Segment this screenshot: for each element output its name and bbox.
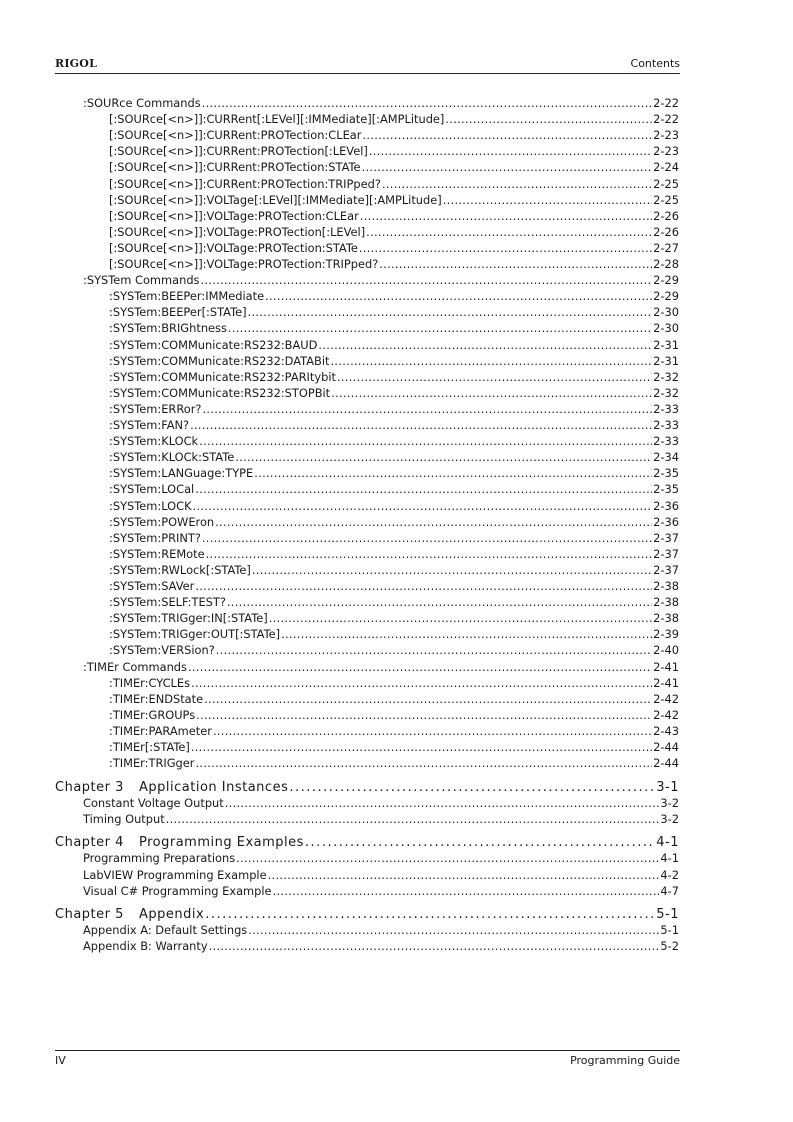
toc-page-number: 2-38: [653, 579, 679, 593]
toc-entry[interactable]: [83, 659, 679, 675]
toc-leader-dots: [225, 795, 660, 811]
toc-leader-dots: [191, 739, 652, 755]
toc-page-number: 2-23: [653, 144, 679, 159]
toc-entry-title: :SYSTem:RWLock[:STATe]: [109, 562, 251, 577]
toc-entry[interactable]: [83, 938, 679, 954]
toc-entry-title: :SYSTem:POWEron: [109, 514, 215, 529]
toc-page-number: 2-32: [653, 385, 679, 400]
toc-leader-dots: [331, 385, 652, 401]
toc-entry-title: :SYSTem:BEEPer[:STATe]: [109, 305, 247, 320]
toc-leader-dots: [228, 320, 652, 336]
toc-entry-title: :SYSTem:KLOCk:STATe: [109, 450, 235, 465]
toc-entry[interactable]: [83, 811, 679, 827]
toc-chapter-number: Chapter 3: [55, 780, 124, 796]
toc-page-number: 2-31: [653, 337, 679, 352]
toc-entry[interactable]: [109, 385, 679, 401]
toc-page-number: 2-23: [653, 128, 679, 143]
toc-entry-title: Timing Output: [83, 812, 165, 827]
toc-entry-title: [:SOURce[<n>]]:CURRent:PROTection[:LEVel]: [109, 144, 368, 159]
toc-entry-title: [:SOURce[<n>]]:CURRent:PROTection:CLEar: [109, 128, 362, 143]
toc-leader-dots: [190, 417, 652, 433]
toc-leader-dots: [318, 337, 652, 353]
toc-entry[interactable]: [109, 739, 679, 755]
toc-entry-title: :SYSTem:COMMunicate:RS232:STOPBit: [109, 385, 331, 400]
toc-leader-dots: [248, 304, 653, 320]
toc-page-number: 4-2: [660, 867, 679, 882]
toc-entry-title: :TIMEr:ENDState: [109, 691, 204, 706]
toc-page-number: 4-1: [660, 851, 679, 866]
toc-entry-title: :SYSTem:ERRor?: [109, 401, 202, 416]
toc-entry[interactable]: [109, 562, 679, 578]
toc-entry-title: :TIMEr[:STATe]: [109, 740, 190, 754]
toc-entry-title: :SYSTem:COMMunicate:RS232:DATABit: [109, 353, 330, 368]
toc-leader-dots: [236, 850, 659, 866]
toc-page-number: 2-38: [653, 595, 679, 610]
toc-page-number: 2-44: [653, 756, 679, 771]
toc-page-number: 2-38: [653, 611, 679, 626]
toc-entry[interactable]: [109, 610, 679, 626]
toc-entry[interactable]: [109, 498, 679, 514]
toc-entry-title: [:SOURce[<n>]]:VOLTage:PROTection[:LEVel]: [109, 224, 366, 239]
toc-page-number: 2-29: [653, 289, 679, 304]
toc-entry-title: :SYSTem:VERSion?: [109, 643, 215, 658]
toc-entry[interactable]: [109, 240, 679, 256]
toc-page-number: 2-33: [653, 418, 679, 432]
toc-leader-dots: [215, 514, 652, 530]
toc-entry-title: :SYSTem:KLOCk: [109, 434, 199, 449]
toc-leader-dots: [193, 498, 653, 514]
toc-page-number: 2-22: [653, 112, 679, 127]
toc-page-number: 2-41: [653, 659, 679, 674]
toc-leader-dots: [206, 546, 653, 562]
toc-page-number: 2-32: [653, 369, 679, 384]
toc-entry-title: :SYSTem:COMMunicate:RS232:BAUD: [109, 337, 318, 352]
toc-entry-title: :SYSTem:LANGuage:TYPE: [109, 466, 254, 481]
toc-leader-dots: [188, 659, 652, 675]
toc-entry-title: :SYSTem:TRIGger:IN[:STATe]: [109, 611, 268, 626]
toc-leader-dots: [443, 192, 652, 208]
toc-entry[interactable]: [109, 159, 679, 175]
section-title: Contents: [630, 57, 680, 70]
toc-entry-title: :SYSTem:PRINT?: [109, 530, 201, 545]
toc-page-number: 2-35: [653, 466, 679, 481]
toc-entry[interactable]: [109, 707, 679, 723]
toc-entry[interactable]: [83, 95, 679, 111]
toc-entry[interactable]: [109, 626, 679, 642]
toc-leader-dots: [269, 610, 652, 626]
toc-leader-dots: [213, 723, 652, 739]
toc-entry[interactable]: [109, 433, 679, 449]
toc-leader-dots: [204, 691, 652, 707]
toc-page-number: 2-41: [653, 675, 679, 690]
toc-entry-title: Appendix B: Warranty: [83, 938, 208, 953]
toc-entry[interactable]: [109, 465, 679, 481]
toc-leader-dots: [369, 143, 652, 159]
toc-entry-title: :SYSTem:REMote: [109, 546, 205, 561]
toc-entry[interactable]: [109, 449, 679, 465]
toc-leader-dots: [252, 562, 652, 578]
toc-entry[interactable]: [109, 192, 679, 208]
toc-entry-title: [:SOURce[<n>]]:VOLTage:PROTection:STATe: [109, 240, 358, 255]
toc-entry-title: Programming Examples: [139, 835, 304, 851]
toc-entry-title: [:SOURce[<n>]]:VOLTage[:LEVel][:IMMediate][:AMPLitude]: [109, 192, 442, 207]
toc-entry[interactable]: [109, 481, 679, 497]
toc-leader-dots: [195, 481, 652, 497]
toc-leader-dots: [191, 675, 652, 691]
toc-page-number: 2-39: [653, 627, 679, 642]
toc-entry-title: Visual C# Programming Example: [83, 883, 272, 898]
page-header: [55, 57, 680, 74]
toc-entry-title: :SYSTem:LOCK: [109, 498, 192, 513]
toc-page-number: 4-7: [660, 883, 679, 898]
toc-page-number: 2-37: [653, 546, 679, 561]
toc-entry[interactable]: [109, 127, 679, 143]
toc-entry-title: [:SOURce[<n>]]:VOLTage:PROTection:CLEar: [109, 208, 359, 223]
toc-entry[interactable]: [109, 143, 679, 159]
toc-entry-title: Appendix A: Default Settings: [83, 922, 248, 937]
toc-leader-dots: [360, 208, 652, 224]
toc-entry[interactable]: [109, 304, 679, 320]
toc-leader-dots: [195, 578, 652, 594]
toc-page-number: 2-30: [653, 305, 679, 320]
toc-leader-dots: [202, 401, 652, 417]
toc-entry-title: :SYSTem:BRIGhtness: [109, 321, 227, 336]
toc-page-number: 3-2: [660, 796, 679, 811]
toc-page-number: 2-29: [653, 273, 679, 288]
toc-page-number: 5-1: [656, 906, 679, 922]
toc-entry-title: [:SOURce[<n>]]:VOLTage:PROTection:TRIPped?: [109, 257, 379, 271]
toc-page-number: 2-25: [653, 192, 679, 207]
toc-entry[interactable]: [109, 320, 679, 336]
toc-entry[interactable]: [109, 337, 679, 353]
toc-entry-title: Appendix: [139, 906, 205, 922]
toc-entry-title: :TIMEr Commands: [83, 659, 187, 674]
toc-leader-dots: [202, 95, 652, 111]
toc-entry-title: :TIMEr:TRIGger: [109, 756, 195, 771]
toc-entry-title: :TIMEr:GROUPs: [109, 707, 196, 722]
toc-entry-title: Programming Preparations: [83, 851, 236, 866]
toc-entry-title: :SYSTem:SAVer: [109, 579, 195, 593]
toc-leader-dots: [268, 867, 660, 883]
toc-entry[interactable]: [109, 546, 679, 562]
toc-leader-dots: [337, 369, 652, 385]
toc-entry[interactable]: [83, 272, 679, 288]
toc-chapter-number: Chapter 4: [55, 835, 124, 851]
toc-page-number: 3-2: [660, 812, 679, 827]
toc-entry-title: LabVIEW Programming Example: [83, 867, 267, 882]
toc-entry-title: Application Instances: [139, 780, 289, 796]
toc-entry-title: Constant Voltage Output: [83, 796, 224, 811]
toc-entry-title: :SYSTem Commands: [83, 273, 200, 288]
toc-leader-dots: [199, 433, 652, 449]
toc-leader-dots: [382, 176, 652, 192]
toc-entry[interactable]: [109, 288, 679, 304]
toc-entry-title: :SYSTem:SELF:TEST?: [109, 595, 226, 610]
toc-page-number: 4-1: [656, 835, 679, 851]
toc-entry[interactable]: [109, 208, 679, 224]
toc-page-number: 2-42: [653, 707, 679, 722]
toc-page-number: 2-36: [653, 498, 679, 513]
toc-entry[interactable]: [109, 675, 679, 691]
toc-entry[interactable]: [109, 530, 679, 546]
toc-entry[interactable]: [109, 111, 679, 127]
toc-entry[interactable]: [109, 755, 679, 771]
toc-entry-title: :SYSTem:COMMunicate:RS232:PARItybit: [109, 369, 336, 384]
toc-leader-dots: [248, 922, 659, 938]
toc-leader-dots: [195, 755, 652, 771]
toc-leader-dots: [227, 594, 652, 610]
toc-leader-dots: [366, 224, 652, 240]
toc-leader-dots: [196, 707, 652, 723]
toc-entry[interactable]: [109, 401, 679, 417]
toc-entry[interactable]: [109, 417, 679, 433]
toc-entry[interactable]: [109, 594, 679, 610]
toc-entry-title: :SYSTem:LOCal: [109, 482, 195, 497]
toc-page-number: 2-35: [653, 482, 679, 497]
toc-page-number: 2-26: [653, 224, 679, 239]
toc-entry-title: [:SOURce[<n>]]:CURRent:PROTection:TRIPped?: [109, 176, 381, 191]
toc-page-number: 2-33: [653, 401, 679, 416]
toc-entry-title: :TIMEr:CYCLEs: [109, 675, 191, 690]
brand-logo: RIGOL: [55, 57, 97, 70]
toc-entry[interactable]: [109, 256, 679, 272]
toc-page-number: 2-28: [653, 257, 679, 271]
toc-page-number: 2-36: [653, 514, 679, 529]
toc-leader-dots: [359, 240, 652, 256]
toc-page-number: 2-37: [653, 562, 679, 577]
toc-page-number: 2-42: [653, 691, 679, 706]
toc-page-number: 2-40: [653, 643, 679, 658]
toc-leader-dots: [379, 256, 652, 272]
toc-entry[interactable]: [109, 723, 679, 739]
page-footer: [55, 1050, 680, 1069]
toc-leader-dots: [235, 449, 652, 465]
toc-entry-title: :SYSTem:BEEPer:IMMediate: [109, 289, 265, 304]
toc-entry[interactable]: [109, 691, 679, 707]
toc-leader-dots: [281, 626, 652, 642]
toc-chapter-number: Chapter 5: [55, 906, 124, 922]
toc-page-number: 2-25: [653, 176, 679, 191]
toc-leader-dots: [166, 811, 660, 827]
toc-entry[interactable]: [109, 642, 679, 658]
toc-page-number: 2-34: [653, 450, 679, 465]
toc-leader-dots: [216, 642, 652, 658]
page-number: IV: [55, 1054, 66, 1067]
toc-page-number: 2-22: [653, 96, 679, 110]
toc-leader-dots: [362, 159, 653, 175]
toc-page-number: 2-31: [653, 353, 679, 368]
toc-leader-dots: [202, 530, 652, 546]
toc-page-number: 2-33: [653, 434, 679, 449]
toc-page-number: 2-27: [653, 240, 679, 255]
toc-page-number: 2-30: [653, 321, 679, 336]
toc-entry-title: :TIMEr:PARAmeter: [109, 723, 212, 738]
toc-leader-dots: [209, 938, 660, 954]
toc-leader-dots: [254, 465, 652, 481]
toc-entry[interactable]: [109, 578, 679, 594]
toc-entry[interactable]: [83, 922, 679, 938]
toc-leader-dots: [362, 127, 652, 143]
toc-entry[interactable]: [109, 224, 679, 240]
toc-page-number: 2-26: [653, 208, 679, 223]
toc-leader-dots: [273, 883, 660, 899]
toc-entry-title: :SOURce Commands: [83, 96, 201, 110]
toc-entry[interactable]: [83, 867, 679, 883]
toc-leader-dots: [330, 353, 652, 369]
toc-page-number: 3-1: [656, 780, 679, 796]
toc-page-number: 2-44: [653, 740, 679, 754]
toc-entry[interactable]: [83, 795, 679, 811]
toc-entry-title: [:SOURce[<n>]]:CURRent:PROTection:STATe: [109, 160, 361, 175]
document-title: Programming Guide: [570, 1054, 680, 1067]
toc-entry-title: [:SOURce[<n>]]:CURRent[:LEVel][:IMMediate][:AMPLitude]: [109, 112, 445, 127]
toc-entry[interactable]: [109, 176, 679, 192]
toc-page-number: 2-43: [653, 723, 679, 738]
toc-page-number: 5-2: [660, 938, 679, 953]
toc-page-number: 5-1: [660, 922, 679, 937]
toc-leader-dots: [265, 288, 652, 304]
toc-entry[interactable]: [83, 883, 679, 899]
toc-entry[interactable]: [109, 369, 679, 385]
toc-entry[interactable]: [109, 514, 679, 530]
toc-entry[interactable]: [109, 353, 679, 369]
toc-entry-title: :SYSTem:TRIGger:OUT[:STATe]: [109, 627, 281, 642]
toc-leader-dots: [445, 111, 652, 127]
toc-page-number: 2-37: [653, 530, 679, 545]
toc-leader-dots: [200, 272, 652, 288]
toc-page-number: 2-24: [653, 160, 679, 175]
toc-entry[interactable]: [83, 850, 679, 866]
toc-entry-title: :SYSTem:FAN?: [109, 418, 190, 432]
